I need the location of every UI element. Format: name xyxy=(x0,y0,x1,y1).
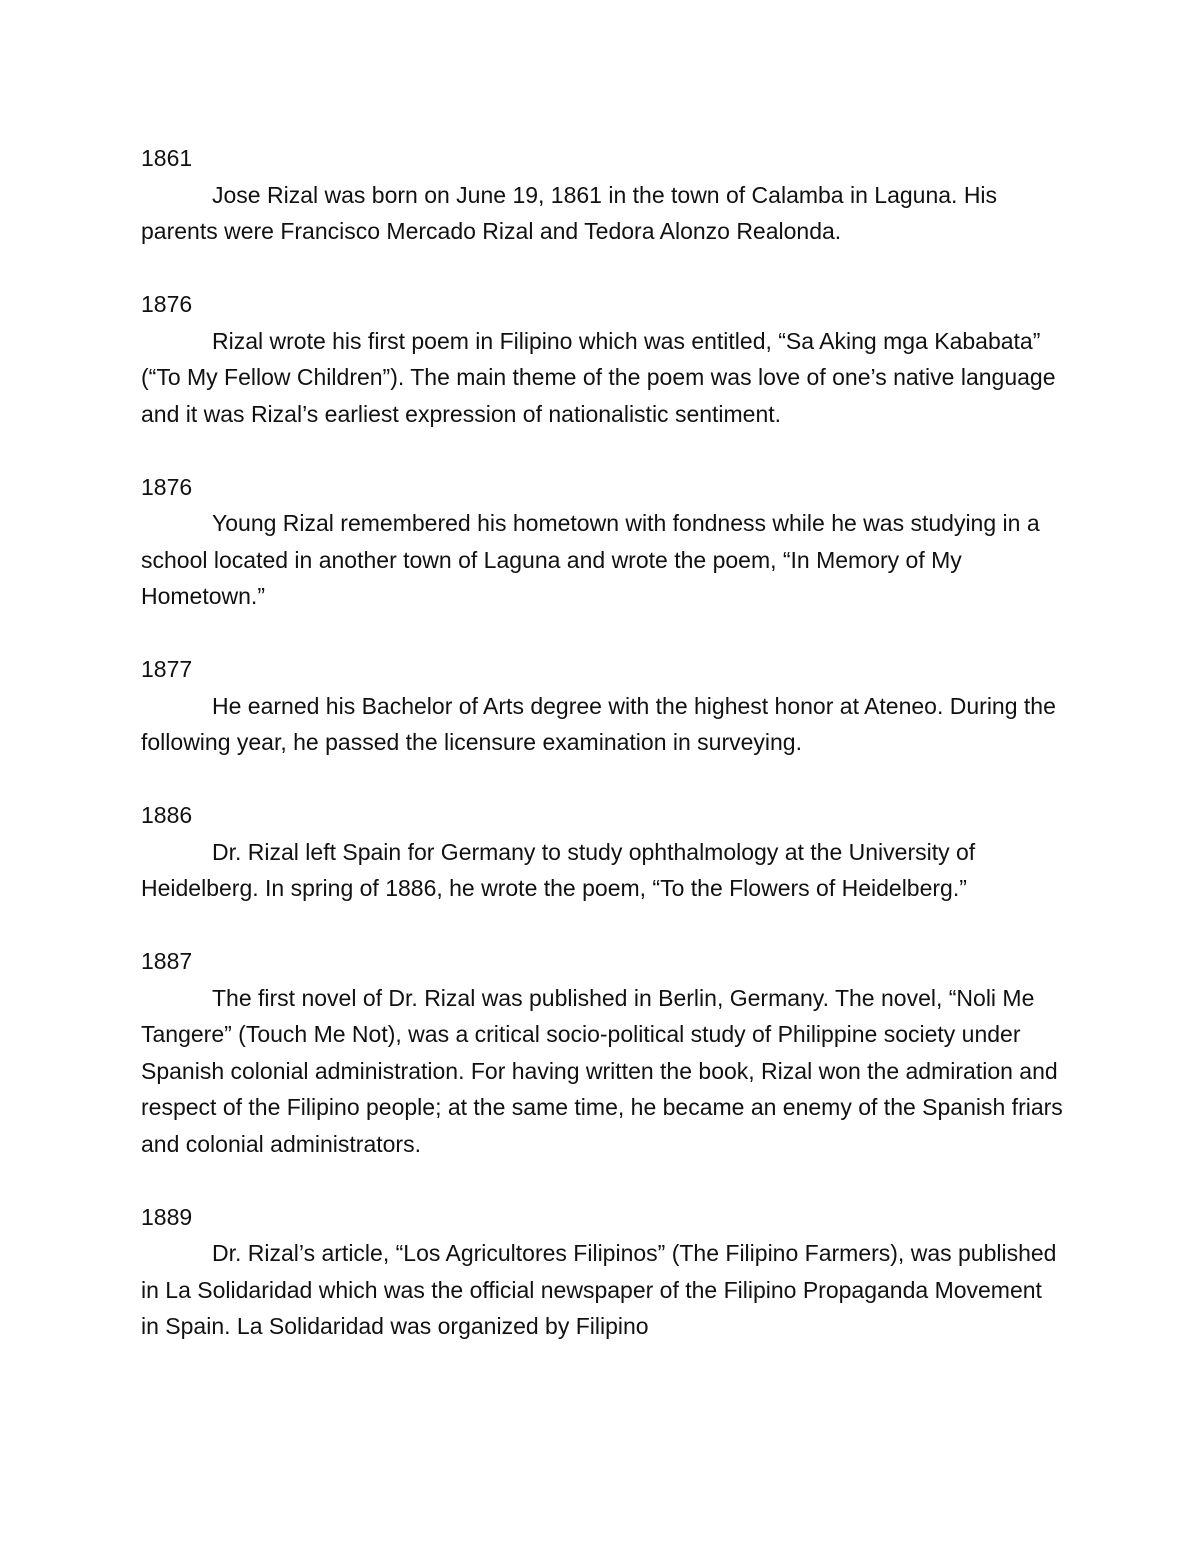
entry-year: 1876 xyxy=(141,473,193,500)
timeline-entry xyxy=(141,1199,1066,1345)
entry-year: 1887 xyxy=(141,948,193,974)
entry-text: Young Rizal remembered his hometown with fondness while he was studying in a school located in another town of Laguna and wrote the poem, “In Memory of My Hometown.” xyxy=(141,510,1040,609)
timeline-entry xyxy=(141,140,1066,250)
timeline-entry xyxy=(141,651,1066,761)
entry-text: The first novel of Dr. Rizal was published in Berlin, Germany. The novel, “Noli Me Tangere” (Touch Me Not), was a critical socio-political study of Philippine society under Spanish colonial administration. For having written the book, Rizal won the admiration and respect of the Filipino people; at the same time, he became an enemy of the Spanish friars and colonial administrators. xyxy=(141,984,1063,1157)
timeline-entry xyxy=(141,286,1066,432)
entry-year: 1886 xyxy=(141,802,193,828)
timeline-entry xyxy=(141,469,1066,615)
entry-text: Dr. Rizal left Spain for Germany to study ophthalmology at the University of Heidelberg. In spring of 1886, he wrote the poem, “To the Flowers of Heidelberg.” xyxy=(141,838,976,901)
timeline-entry xyxy=(141,797,1066,907)
timeline-entry xyxy=(141,943,1066,1162)
entry-text: Jose Rizal was born on June 19, 1861 in the town of Calamba in Laguna. His parents were Francisco Mercado Rizal and Tedora Alonzo Realonda. xyxy=(141,181,998,244)
entry-year: 1876 xyxy=(141,291,193,317)
entry-year: 1877 xyxy=(141,656,193,682)
entry-year: 1889 xyxy=(141,1203,193,1230)
entry-text: Dr. Rizal’s article, “Los Agricultores Filipinos” (The Filipino Farmers), was published in La Solidaridad which was the official newspaper of the Filipino Propaganda Movement in Spain. La Solidaridad was organized by Filipino xyxy=(141,1240,1057,1339)
entry-year: 1861 xyxy=(141,145,193,171)
entry-text: He earned his Bachelor of Arts degree with the highest honor at Ateneo. During the following year, he passed the licensure examination in surveying. xyxy=(141,692,1056,755)
entry-text: Rizal wrote his first poem in Filipino which was entitled, “Sa Aking mga Kababata” (“To My Fellow Children”). The main theme of the poem was love of one’s native language and it was Rizal’s earliest expression of nationalistic sentiment. xyxy=(141,327,1056,427)
document-body xyxy=(141,140,1066,1381)
